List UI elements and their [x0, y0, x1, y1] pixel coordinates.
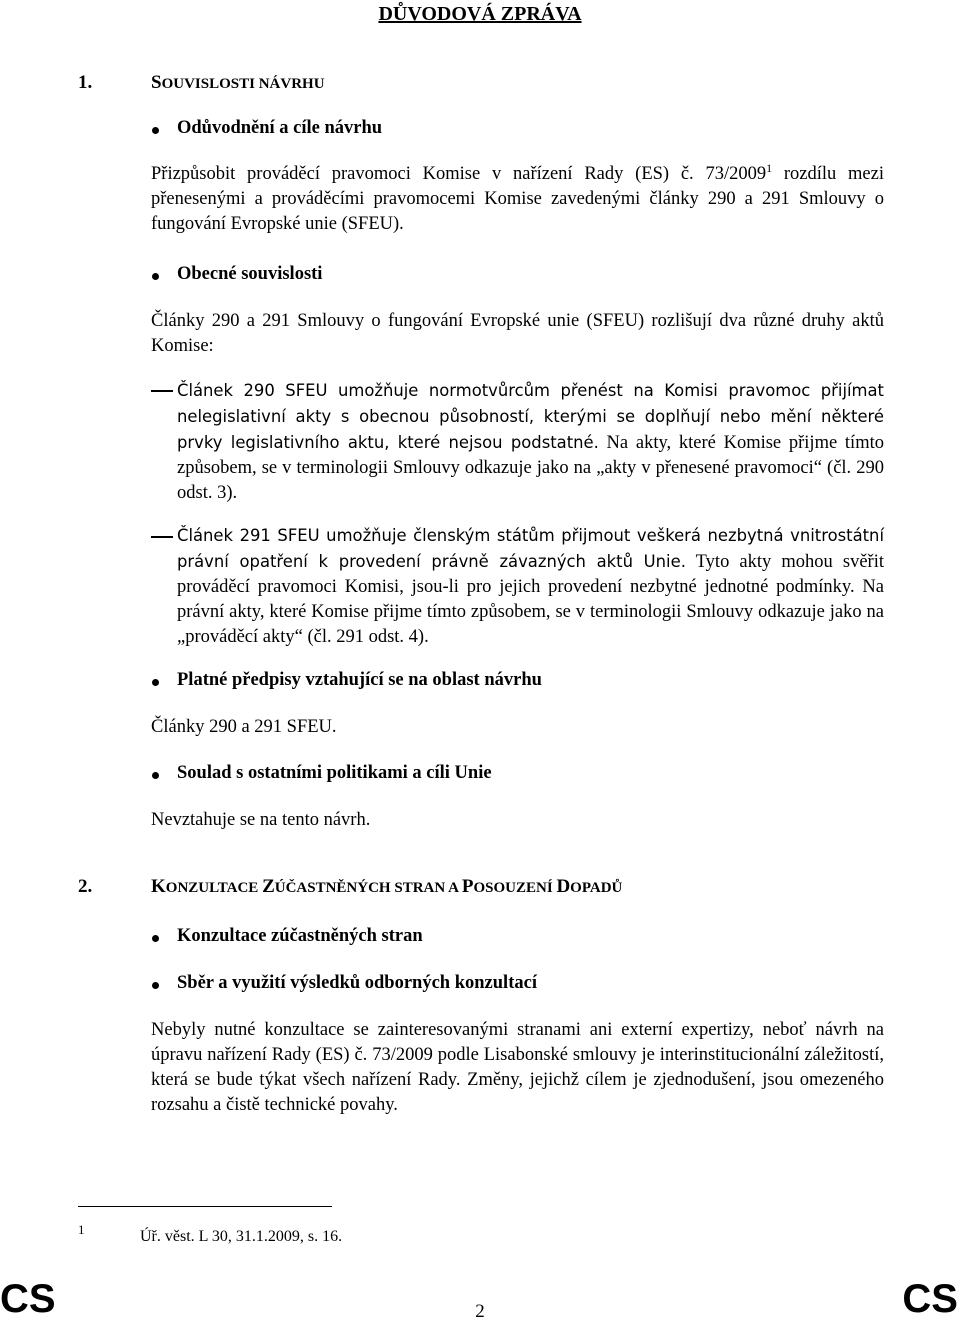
section-2-heading-part3: OSOUZENÍ [473, 880, 557, 896]
dash-item-article-291 [177, 523, 884, 650]
paragraph-purpose-text-b: rozdílu mezi přenesenými a prováděcími pravomocemi Komise zavedenými články 290 a 291 Smlouvy o fungování Evropské unie (SFEU). [151, 164, 884, 234]
document-title: DŮVODOVÁ ZPRÁVA [378, 3, 582, 25]
section-2-heading-part4: OPADŮ [570, 880, 623, 896]
section-2-heading-k: K [151, 876, 166, 897]
bullet-dot-icon [152, 273, 159, 280]
footnote-text: Úř. věst. L 30, 31.1.2009, s. 16. [140, 1228, 343, 1245]
footnote-number: 1 [78, 1222, 85, 1237]
paragraph-konzultace: Nebyly nutné konzultace se zainteresovanými stranami ani externí expertizy, neboť návrh na úpravu nařízení Rady (ES) č. 73/2009 podle Lisabonské smlouvy je interinstitucionální záležitostí, která se bude týkat všech nařízení Rady. Změny, jejichž cílem je zjednodušení, jsou omezeného rozsahu a čistě technické povahy. [151, 1020, 884, 1115]
subheading-sber-vysledku: Sběr a využití výsledků odborných konzultací [177, 973, 537, 993]
subheading-soulad: Soulad s ostatními politikami a cíli Unie [177, 763, 492, 783]
dash-item-article-290 [177, 378, 884, 506]
section-1-heading-initial: S [151, 72, 162, 93]
subheading-obecne-souvislosti: Obecné souvislosti [177, 264, 323, 284]
subheading-platne-predpisy: Platné předpisy vztahující se na oblast návrhu [177, 670, 542, 690]
section-2-heading-z: Z [262, 876, 275, 897]
language-code-left: CS [0, 1277, 56, 1321]
section-1-heading-rest: OUVISLOSTI NÁVRHU [161, 76, 325, 92]
language-code-right: CS [902, 1277, 958, 1321]
footnote-separator [78, 1206, 332, 1207]
dash-icon [151, 536, 173, 538]
dash-item-290-serif-text: Na akty, které Komise přijme tímto způsobem, se v terminologii Smlouvy odkazuje jako na „akty v přenesené pravomoci“ (čl. 290 odst. 3). [177, 433, 884, 503]
page-number: 2 [475, 1301, 485, 1322]
section-2-number: 2. [78, 876, 93, 897]
paragraph-purpose [151, 162, 884, 237]
bullet-dot-icon [152, 772, 159, 779]
subheading-konzultace: Konzultace zúčastněných stran [177, 926, 423, 946]
paragraph-purpose-text-a: Přizpůsobit prováděcí pravomoci Komise v nařízení Rady (ES) č. 73/2009 [151, 164, 767, 184]
section-2-heading-part1: ONZULTACE [165, 880, 263, 896]
section-2-heading-p: P [461, 876, 474, 897]
dash-item-291-sans-text: Článek 291 SFEU umožňuje členským státům přijmout veškerá nezbytná vnitrostátní právní opatření k provedení právně závazných aktů Unie. [177, 526, 884, 571]
dash-icon [151, 390, 173, 392]
section-2-heading-d: D [556, 876, 571, 897]
bullet-dot-icon [152, 935, 159, 942]
bullet-dot-icon [152, 982, 159, 989]
section-1-heading [151, 72, 325, 94]
dash-item-291-serif-text: Tyto akty mohou svěřit prováděcí pravomoci Komisi, jsou-li pro jejich provedení nezbytné jednotné podmínky. Na právní akty, které Komise přijme tímto způsobem, se v terminologii Smlouvy odkazuje jako na „prováděcí akty“ (čl. 291 odst. 4). [177, 552, 884, 647]
section-1-number: 1. [78, 72, 93, 93]
section-2-heading-part2: ÚČASTNĚNÝCH STRAN A [274, 880, 462, 896]
paragraph-general-context: Články 290 a 291 Smlouvy o fungování Evropské unie (SFEU) rozlišují dva různé druhy aktů Komise: [151, 311, 884, 356]
bullet-dot-icon [152, 679, 159, 686]
bullet-dot-icon [152, 127, 159, 134]
subheading-oduvodneni: Odůvodnění a cíle návrhu [177, 118, 383, 138]
paragraph-platne-predpisy: Články 290 a 291 SFEU. [151, 717, 337, 737]
section-2-heading [151, 876, 622, 898]
footnote-reference: 1 [766, 160, 773, 175]
dash-item-290-sans-text: Článek 290 SFEU umožňuje normotvůrcům přenést na Komisi pravomoc přijímat nelegislativní akty s obecnou působností, kterými se doplňují nebo mění některé prvky legislativního aktu, které nejsou podstatné. [177, 381, 884, 452]
paragraph-soulad: Nevztahuje se na tento návrh. [151, 810, 371, 830]
